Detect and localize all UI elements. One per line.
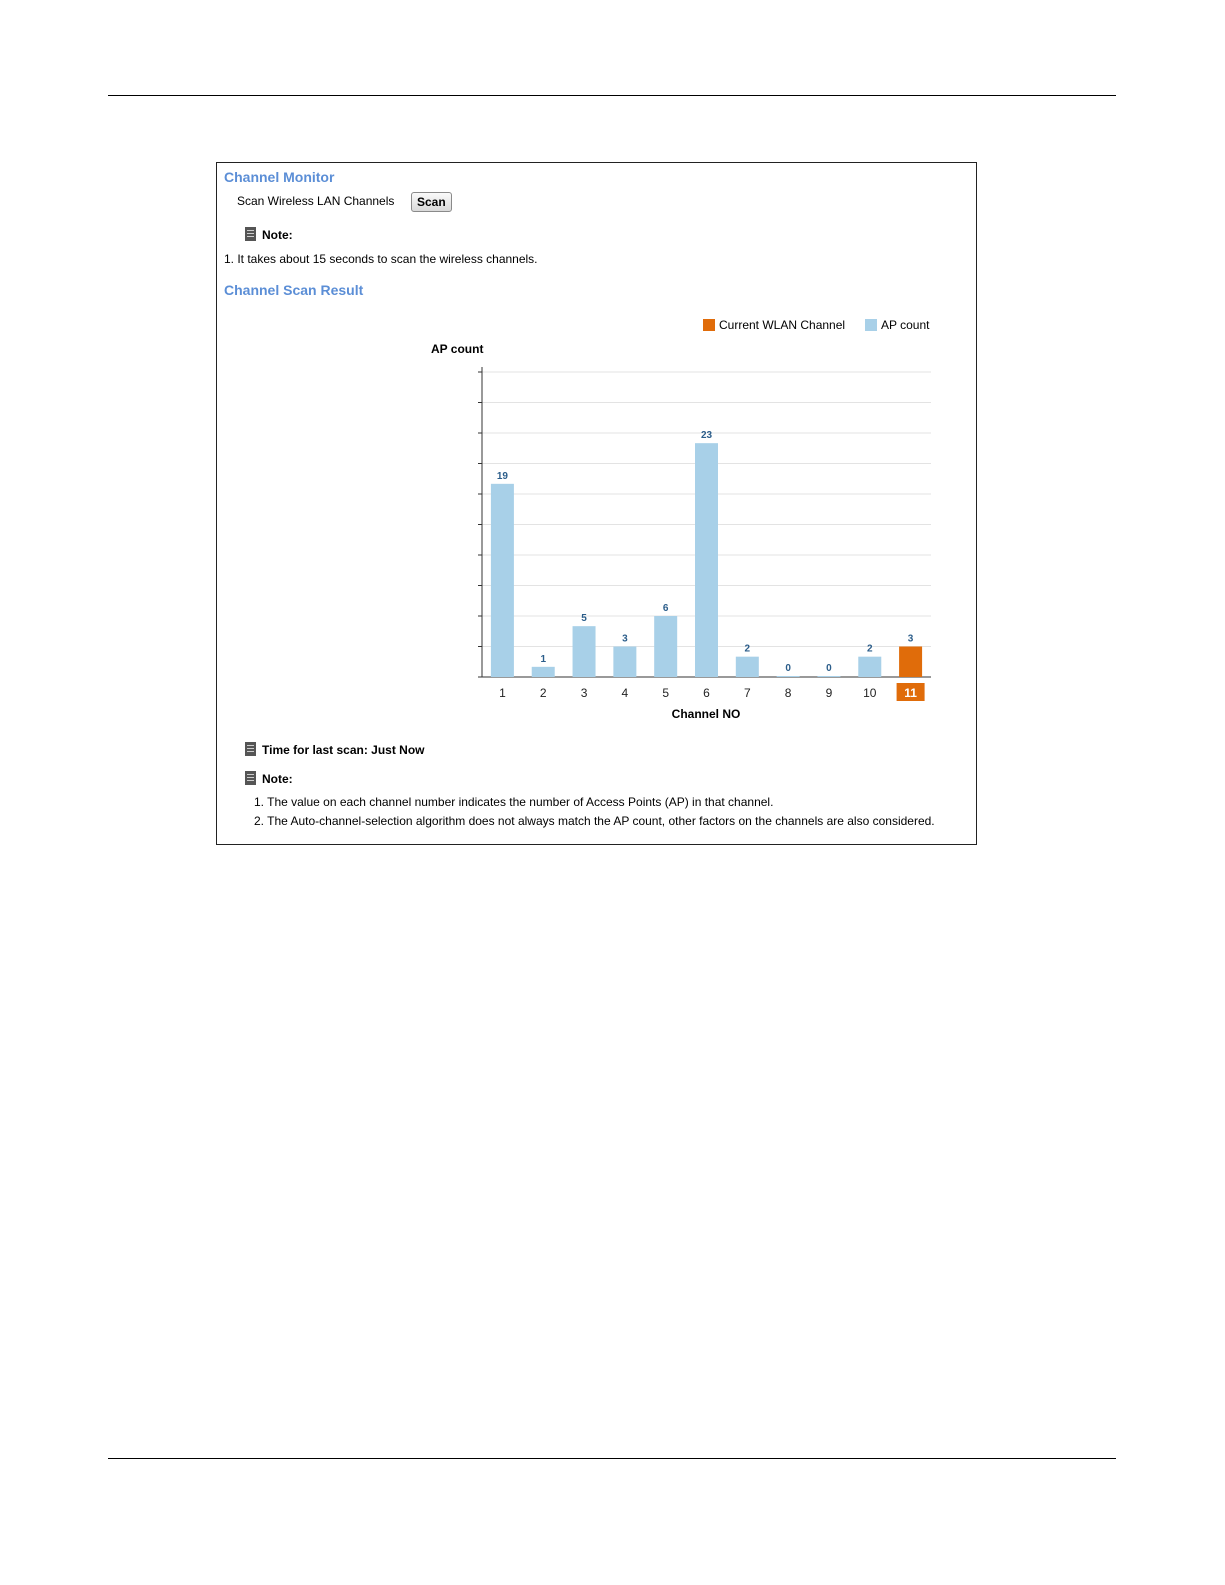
x-tick-label: 11: [904, 686, 917, 700]
bar-channel-1: [491, 484, 514, 677]
bar-value-label: 19: [496, 470, 508, 482]
clock-note-icon: [245, 742, 256, 756]
x-tick-label: 5: [662, 686, 670, 700]
ap-count-bar-chart: [217, 163, 976, 844]
note-icon: [245, 771, 256, 785]
page-header-rule: [108, 95, 1116, 96]
result-note-label: Note:: [262, 772, 293, 786]
bar-value-label: 5: [581, 613, 587, 625]
channel-monitor-panel: [216, 162, 977, 845]
y-axis-label: AP count: [431, 342, 484, 356]
x-tick-label: 3: [580, 686, 588, 700]
x-tick-label: 2: [539, 686, 547, 700]
bar-channel-7: [736, 657, 759, 677]
bar-channel-8: [777, 676, 800, 677]
bar-channel-6: [695, 443, 718, 677]
bar-channel-2: [532, 667, 555, 677]
scan-label: Scan Wireless LAN Channels: [237, 194, 395, 208]
scan-duration-note: 1. It takes about 15 seconds to scan the wireless channels.: [224, 252, 538, 266]
bar-value-label: 6: [662, 603, 669, 614]
legend-current-label: Current WLAN Channel: [719, 318, 846, 332]
note-label: Note:: [262, 228, 293, 242]
bar-channel-4: [613, 647, 636, 678]
x-axis-label: Channel NO: [671, 707, 741, 721]
x-tick-label: 6: [703, 686, 710, 700]
bar-value-label: 1: [540, 653, 547, 665]
bar-value-label: 0: [785, 663, 791, 674]
scan-button[interactable]: Scan: [411, 192, 452, 212]
x-tick-label: 7: [743, 686, 751, 700]
bar-channel-10: [858, 657, 881, 677]
bar-channel-5: [654, 616, 677, 677]
last-scan-time: Time for last scan: Just Now: [262, 743, 425, 757]
bar-value-label: 2: [744, 643, 751, 655]
x-tick-label: 1: [499, 686, 506, 700]
channel-monitor-title: Channel Monitor: [224, 169, 335, 185]
bar-channel-9: [817, 676, 840, 677]
bar-value-label: 3: [622, 633, 628, 645]
bar-channel-3: [573, 626, 596, 677]
bar-value-label: 0: [826, 663, 832, 674]
x-tick-label: 10: [863, 686, 877, 700]
legend-ap-label: AP count: [881, 318, 930, 332]
result-note-2: 2. The Auto-channel-selection algorithm does not always match the AP count, other factors on the channels are also considered.: [254, 814, 935, 828]
channel-scan-result-title: Channel Scan Result: [224, 282, 364, 298]
x-tick-label: 4: [621, 686, 629, 700]
bar-value-label: 23: [700, 430, 713, 442]
bar-value-label: 2: [866, 643, 873, 655]
bar-channel-11: [899, 647, 922, 678]
x-tick-label: 9: [825, 686, 833, 700]
bar-value-label: 3: [907, 633, 914, 645]
x-tick-label: 8: [784, 686, 792, 700]
result-note-1: 1. The value on each channel number indicates the number of Access Points (AP) in that channel.: [254, 795, 774, 809]
page-footer-rule: [108, 1458, 1116, 1459]
